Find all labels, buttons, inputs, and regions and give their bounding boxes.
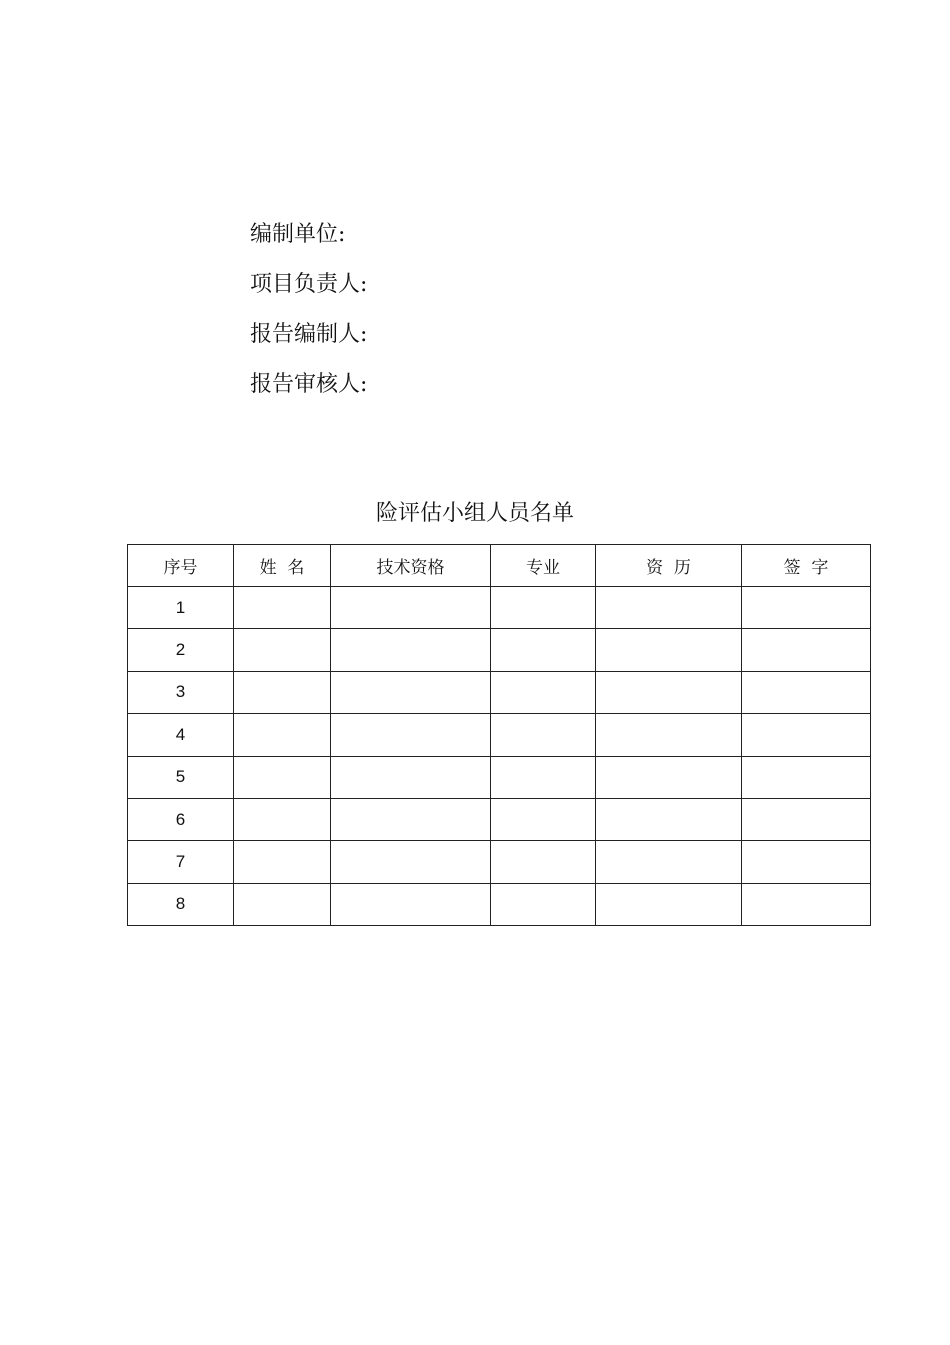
cell-name xyxy=(234,714,331,756)
cell-experience xyxy=(596,714,742,756)
cell-name xyxy=(234,629,331,671)
cell-major xyxy=(491,883,596,925)
cell-serial-number: 1 xyxy=(128,587,234,629)
roster-title: 险评估小组人员名单 xyxy=(375,501,574,526)
project-lead-label: 项目负责人: xyxy=(250,272,368,297)
cell-name xyxy=(234,587,331,629)
cell-serial-number: 3 xyxy=(128,671,234,713)
cell-qualification xyxy=(331,883,491,925)
cell-serial-number: 8 xyxy=(128,883,234,925)
table-row xyxy=(128,841,871,883)
cell-serial-number: 6 xyxy=(128,798,234,840)
cell-qualification xyxy=(331,714,491,756)
cell-major xyxy=(491,671,596,713)
cell-serial-number: 5 xyxy=(128,756,234,798)
cell-major xyxy=(491,587,596,629)
table-row xyxy=(128,587,871,629)
header-signature: 签 字 xyxy=(742,545,871,587)
roster-table xyxy=(127,544,871,926)
cell-experience xyxy=(596,629,742,671)
cell-qualification xyxy=(331,798,491,840)
cell-qualification xyxy=(331,756,491,798)
header-qualification: 技术资格 xyxy=(331,545,491,587)
cell-qualification xyxy=(331,841,491,883)
table-row xyxy=(128,798,871,840)
cell-name xyxy=(234,841,331,883)
cell-name xyxy=(234,883,331,925)
cell-experience xyxy=(596,841,742,883)
cell-signature xyxy=(742,714,871,756)
cell-major xyxy=(491,629,596,671)
cell-experience xyxy=(596,587,742,629)
report-author-label: 报告编制人: xyxy=(250,322,368,347)
table-header-row xyxy=(128,545,871,587)
report-reviewer-label: 报告审核人: xyxy=(250,372,368,397)
cell-major xyxy=(491,756,596,798)
table-row xyxy=(128,756,871,798)
cell-signature xyxy=(742,798,871,840)
compiling-unit-label: 编制单位: xyxy=(250,222,346,247)
cell-signature xyxy=(742,671,871,713)
cell-signature xyxy=(742,756,871,798)
cell-experience xyxy=(596,671,742,713)
cell-experience xyxy=(596,756,742,798)
header-experience: 资 历 xyxy=(596,545,742,587)
table-row xyxy=(128,671,871,713)
cell-qualification xyxy=(331,671,491,713)
header-major: 专业 xyxy=(491,545,596,587)
cell-name xyxy=(234,671,331,713)
table-row xyxy=(128,883,871,925)
cell-signature xyxy=(742,841,871,883)
cell-major xyxy=(491,714,596,756)
cell-signature xyxy=(742,629,871,671)
cell-signature xyxy=(742,587,871,629)
cell-name xyxy=(234,798,331,840)
header-serial-number: 序号 xyxy=(128,545,234,587)
cell-signature xyxy=(742,883,871,925)
cell-name xyxy=(234,756,331,798)
roster-body xyxy=(128,587,871,926)
cell-serial-number: 4 xyxy=(128,714,234,756)
cell-qualification xyxy=(331,629,491,671)
cell-major xyxy=(491,841,596,883)
cell-qualification xyxy=(331,587,491,629)
table-row xyxy=(128,629,871,671)
table-row xyxy=(128,714,871,756)
cell-experience xyxy=(596,883,742,925)
cell-serial-number: 2 xyxy=(128,629,234,671)
signature-block xyxy=(250,222,367,422)
cell-major xyxy=(491,798,596,840)
header-name: 姓 名 xyxy=(234,545,331,587)
cell-experience xyxy=(596,798,742,840)
cell-serial-number: 7 xyxy=(128,841,234,883)
